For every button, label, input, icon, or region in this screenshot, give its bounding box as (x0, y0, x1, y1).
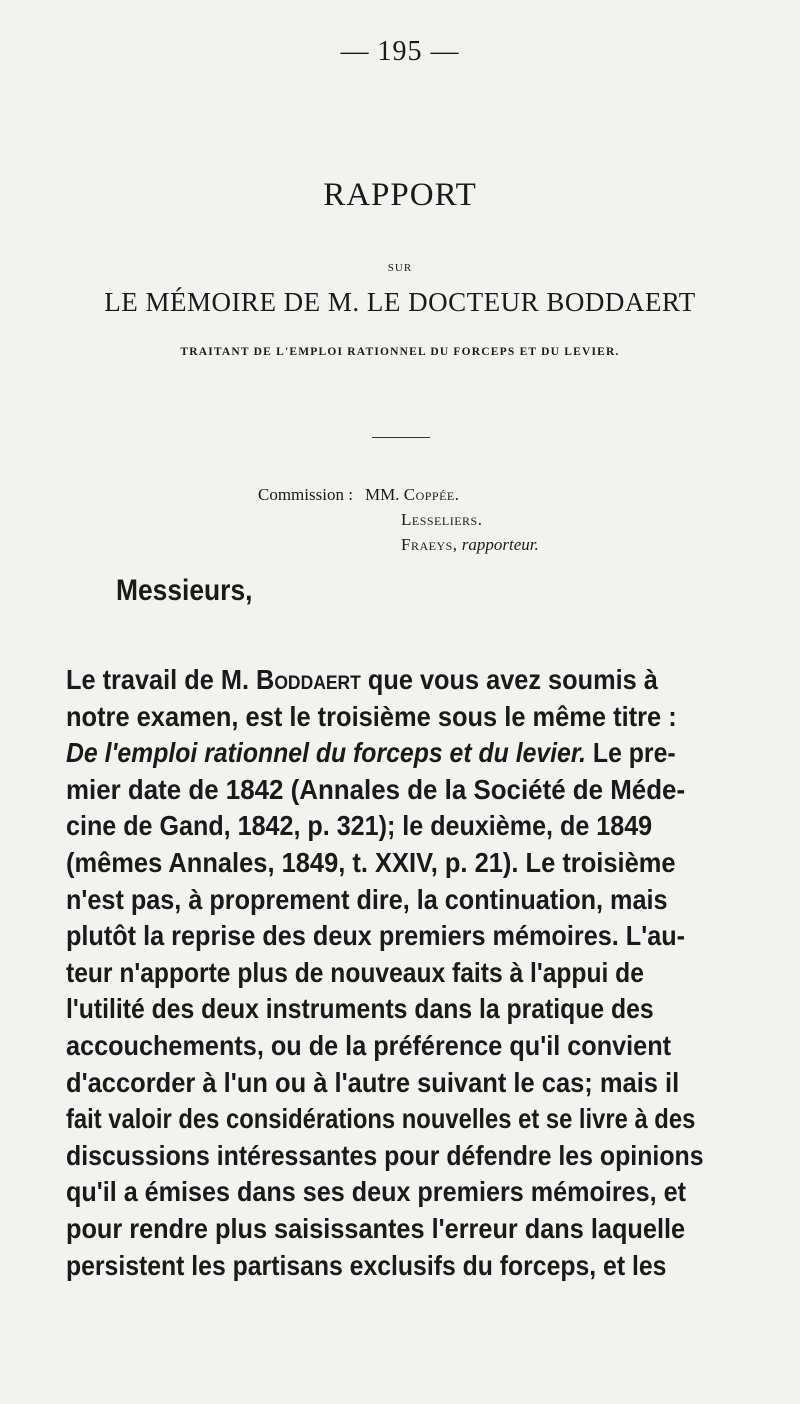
section-divider (372, 437, 430, 438)
paragraph-line-11: accouchements, ou de la préférence qu'il convient (66, 1030, 672, 1061)
paragraph-line-5: cine de Gand, 1842, p. 321); le deuxième, de 1849 (66, 810, 653, 842)
text-run: que vous avez soumis à (360, 664, 658, 695)
text-run: Le pre- (586, 737, 676, 769)
paragraph-line-12: d'accorder à l'un ou à l'autre suivant le cas; mais il (66, 1066, 680, 1098)
paragraph-line-2: notre examen, est le troisième sous le même titre : (66, 700, 677, 732)
salutation: Messieurs, (116, 574, 253, 607)
report-subtitle-detail: TRAITANT DE L'EMPLOI RATIONNEL DU FORCEPS ET DU LEVIER. (180, 346, 620, 358)
paragraph-line-13: fait valoir des considérations nouvelles et se livre à des (66, 1103, 696, 1135)
paragraph-line-4: mier date de 1842 (Annales de la Société de Méde- (66, 773, 686, 805)
commission-row-1 (258, 482, 460, 507)
commission-third-member (401, 532, 539, 557)
paragraph-line-17: persistent les partisans exclusifs du forceps, et les (66, 1249, 667, 1281)
text-run: Le travail de M. (66, 664, 257, 695)
paragraph-line-8: plutôt la reprise des deux premiers mémoires. L'au- (66, 920, 686, 952)
commission-first-member (365, 482, 460, 507)
page-number: — 195 — (340, 36, 460, 67)
commission-mm: MM. (365, 485, 400, 504)
paragraph-line-6: (mêmes Annales, 1849, t. XXIV, p. 21). Le troisième (66, 847, 676, 878)
paragraph-line-7: n'est pas, à proprement dire, la continuation, mais (66, 883, 668, 915)
commission-member-1: Coppée. (403, 485, 460, 504)
commission-member-3: Fraeys, (401, 535, 458, 554)
commission-block (258, 482, 539, 557)
title-connector: SUR (387, 262, 413, 274)
report-subtitle: LE MÉMOIRE DE M. LE DOCTEUR BODDAERT (104, 287, 696, 317)
commission-row-3 (258, 532, 539, 557)
commission-label: Commission : (258, 485, 353, 504)
report-title: RAPPORT (323, 177, 477, 213)
author-name: Boddaert (256, 664, 361, 695)
paragraph-line-9: teur n'apporte plus de nouveaux faits à l'appui de (66, 956, 644, 988)
paragraph-line-16: pour rendre plus saisissantes l'erreur dans laquelle (66, 1213, 686, 1244)
paragraph-line-15: qu'il a émises dans ses deux premiers mémoires, et (66, 1176, 686, 1208)
commission-member-2: Lesseliers. (401, 510, 483, 529)
paragraph-line-1 (66, 664, 658, 696)
paragraph-line-14: discussions intéressantes pour défendre les opinions (66, 1139, 704, 1171)
work-title: De l'emploi rationnel du forceps et du levier. (66, 737, 587, 769)
commission-member-3-role: rapporteur. (461, 535, 539, 554)
paragraph-line-3 (66, 737, 676, 769)
commission-row-2 (258, 507, 483, 532)
paragraph-line-10: l'utilité des deux instruments dans la pratique des (66, 993, 654, 1025)
